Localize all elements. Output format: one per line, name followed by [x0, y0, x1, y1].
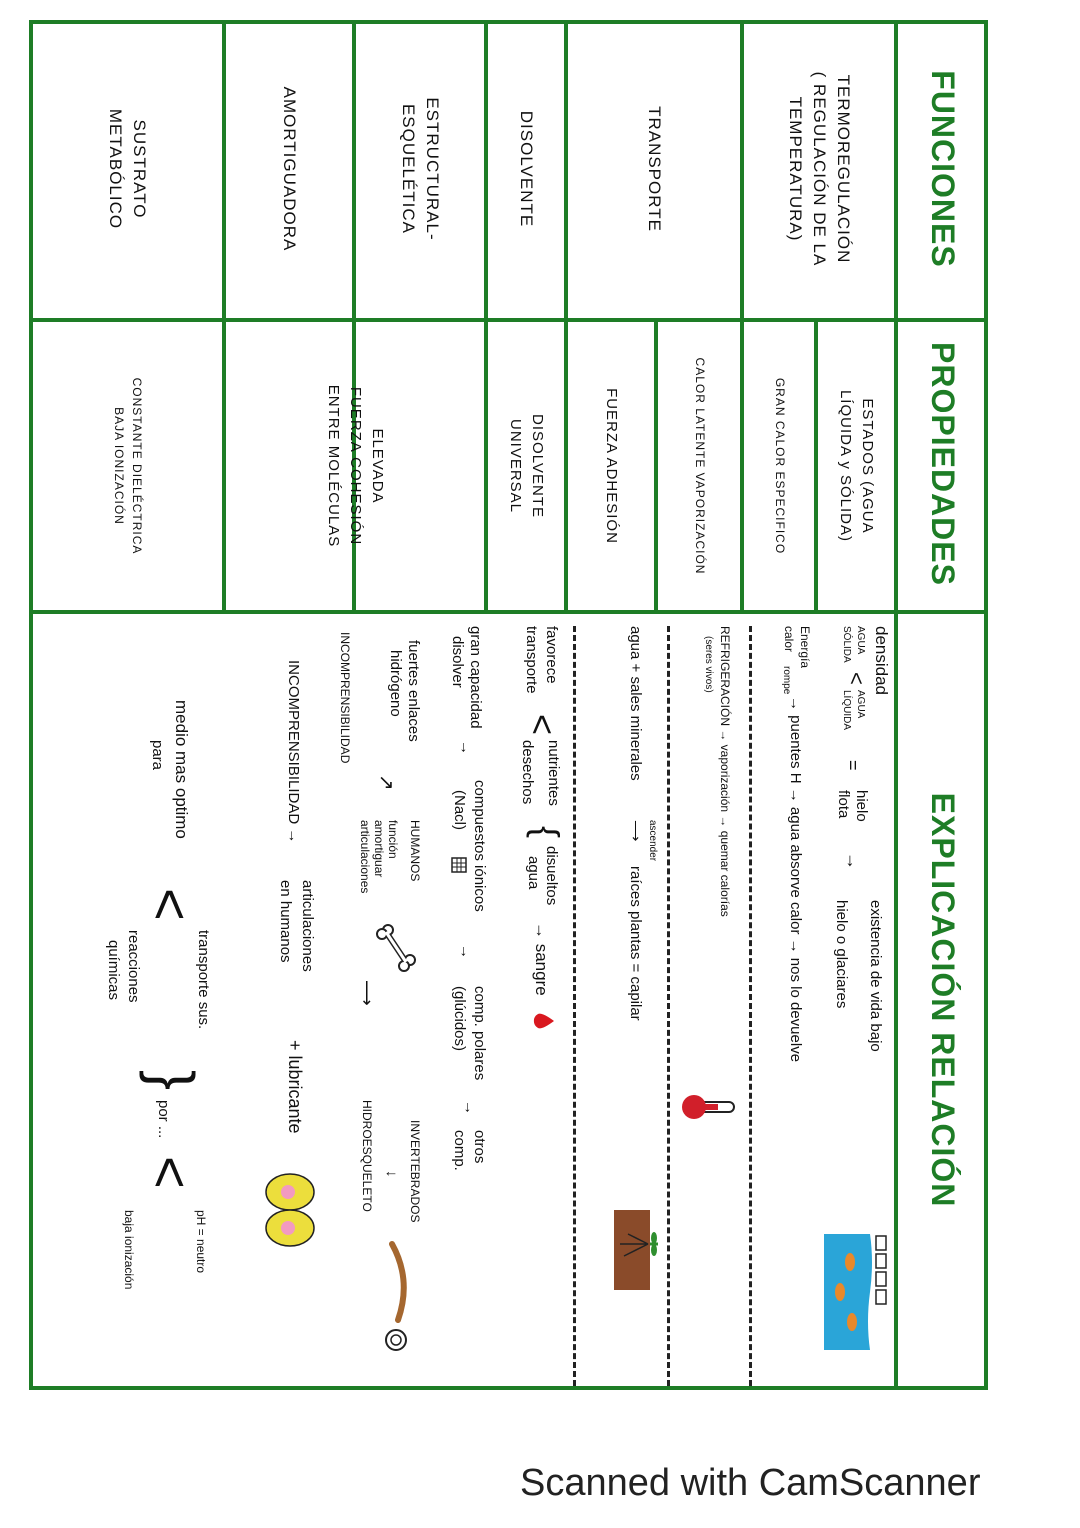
exp-seres-vivos: (seres vivos)	[703, 636, 714, 693]
joint-cartilage-icon	[262, 1170, 318, 1250]
salt-crystal-icon	[450, 856, 468, 874]
exp-arrow-compuestos: →	[457, 944, 474, 959]
exp-medio: medio mas optimo	[172, 700, 191, 839]
exp-arrow-hielo: →	[843, 852, 863, 870]
func-termo-line2: ( REGULACIÓN DE LA	[809, 71, 829, 267]
exp-transporte: transporte	[523, 626, 540, 694]
exp-arrow-ascender: ⟶	[627, 820, 644, 842]
exp-amortiguar: amortiguar	[372, 820, 386, 878]
func-disolvente	[488, 20, 564, 318]
exp-arrow-disolver: →	[457, 740, 474, 755]
exp-funcion: función	[386, 820, 400, 859]
dash-line-calor	[749, 626, 752, 1386]
exp-otros: otros	[471, 1130, 488, 1164]
prop-adhesion-label: FUERZA ADHESIÓN	[602, 388, 620, 544]
exp-incompresibilidad: INCOMPRENSIBILIDAD →	[285, 660, 302, 844]
exp-agua-label: AGUA	[855, 626, 866, 655]
exp-solida-label: SÓLIDA	[841, 626, 852, 663]
dash-line-latente	[667, 626, 670, 1386]
func-termoregulacion	[744, 20, 894, 318]
header-propiedades: PROPIEDADES	[925, 342, 962, 586]
thermometer-icon	[678, 1080, 738, 1150]
exp-densidad: densidad	[872, 626, 891, 696]
func-estructural-line1: ESTRUCTURAL-	[422, 97, 442, 241]
exp-arrow-up: ↗	[375, 774, 397, 791]
exp-bracket-por: <	[139, 1156, 202, 1189]
camscanner-watermark: Scanned with CamScanner	[520, 1462, 981, 1504]
prop-estados-line1: ESTADOS (AGUA	[858, 398, 876, 534]
prop-cohesion-line3: ENTRE MOLÉCULAS	[325, 384, 343, 548]
exp-ph: pH = neutro	[194, 1210, 208, 1274]
exp-humanos: HUMANOS	[408, 820, 422, 882]
exp-nutrientes: nutrientes	[545, 740, 562, 806]
prop-cohesion	[226, 322, 484, 610]
exp-hielo: hielo	[853, 790, 870, 822]
exp-en-humanos: en humanos	[277, 880, 294, 963]
grid-right-border	[29, 1386, 988, 1390]
exp-en-agua: agua	[525, 856, 542, 890]
exp-compuestos-ionicos: compuestos iónicos	[471, 780, 488, 912]
exp-baja-ionizacion: baja ionización	[122, 1210, 136, 1290]
prop-disolvente	[488, 322, 564, 610]
prop-dielectrica-line2: BAJA IONIZACIÓN	[112, 407, 127, 525]
exp-articulaciones: articulaciones	[299, 880, 316, 972]
func-amortiguadora	[226, 20, 352, 318]
exp-para: para	[149, 740, 166, 771]
fish-under-ice-icon	[820, 1232, 890, 1352]
exp-hidrogeno: hidrógeno	[387, 650, 404, 717]
bone-icon	[376, 922, 416, 972]
exp-invertebrados: INVERTEBRADOS	[408, 1120, 422, 1223]
exp-agua-sales: agua + sales minerales	[627, 626, 644, 781]
exp-comp-polares: comp. polares	[471, 986, 488, 1081]
prop-disolvente-line1: DISOLVENTE	[528, 414, 546, 518]
prop-calor-latente-label: CALOR LATENTE VAPORIZACIÓN	[692, 357, 707, 575]
prop-calor-especifico	[744, 322, 814, 610]
func-estructural	[356, 20, 484, 318]
exp-arrow-bone: ⟶	[357, 980, 377, 1006]
exp-glucidos: (glúcidos)	[451, 986, 468, 1052]
exp-brace-por: }	[139, 1070, 206, 1091]
exp-arrow-down: ↓	[383, 1170, 400, 1178]
exp-brace-disueltos: {	[526, 826, 567, 839]
exp-nacl: (Nacl)	[451, 790, 468, 830]
exp-raices: raíces plantas = capilar	[627, 866, 644, 1021]
func-sustrato-line1: SUSTRATO	[130, 119, 150, 219]
exp-fuertes-enlaces: fuertes enlaces	[405, 640, 422, 742]
func-transporte-label: TRANSPORTE	[644, 106, 664, 232]
exp-hielo-glaciares: hielo o glaciares	[833, 900, 850, 1009]
func-disolvente-label: DISOLVENTE	[516, 110, 536, 228]
prop-estados	[818, 322, 894, 610]
exp-comp: comp.	[451, 1130, 468, 1171]
prop-cohesion-line1: ELEVADA	[368, 428, 386, 504]
exp-incompresibilidad-small: INCOMPRENSIBILIDAD	[338, 632, 352, 764]
exp-calor: calor	[782, 626, 796, 653]
prop-calor-especifico-label: GRAN CALOR ESPECIFICO	[772, 377, 787, 555]
prop-disolvente-line2: UNIVERSAL	[507, 418, 524, 514]
exp-refrigeracion: REFRIGERACIÓN → vaporización → quemar calorías	[718, 626, 732, 917]
dash-line-adhesion	[573, 626, 576, 1386]
exp-favorece: favorece	[543, 626, 560, 684]
func-amortiguadora-label: AMORTIGUADORA	[279, 86, 299, 252]
exp-gran-capacidad: gran capacidad	[467, 626, 484, 729]
exp-less-than: <	[844, 672, 869, 685]
plant-roots-icon	[598, 1204, 658, 1294]
exp-por: por ...	[155, 1100, 172, 1139]
exp-rompe: rompe	[781, 666, 792, 695]
exp-agua-label-2: AGUA	[855, 690, 866, 719]
water-functions-table	[28, 20, 988, 1430]
exp-bracket-para: <	[139, 888, 202, 921]
exp-disueltos: disueltos	[543, 846, 560, 906]
prop-calor-latente	[658, 322, 740, 610]
func-sustrato	[33, 20, 222, 318]
exp-puentes-h: → puentes H → agua absorve calor → nos lo devuelve	[787, 696, 804, 1063]
exp-reacciones: reacciones	[125, 930, 142, 1003]
prop-estados-line2: LÍQUIDA y SÓLIDA)	[837, 389, 854, 543]
exp-arrow-otros: →	[461, 1100, 478, 1115]
exp-lubricante: + lubricante	[285, 1040, 305, 1134]
exp-equals: =	[843, 760, 863, 771]
func-sustrato-line2: METABÓLICO	[106, 108, 126, 230]
func-termo-line1: TERMOREGULACIÓN	[833, 74, 853, 264]
exp-bracket-transporte: <	[522, 714, 563, 736]
exp-transporte-sus: transporte sus.	[195, 930, 212, 1030]
exp-disolver: disolver	[449, 636, 466, 688]
exp-desechos: desechos	[519, 740, 536, 805]
prop-dielectrica	[33, 322, 222, 610]
prop-adhesion	[568, 322, 654, 610]
exp-flota: flota	[835, 790, 852, 819]
exp-articulaciones-small: articulaciones	[358, 820, 372, 894]
func-transporte	[568, 20, 740, 318]
exp-energia: Energía	[798, 626, 812, 669]
header-explicacion: EXPLICACIÓN RELACIÓN	[925, 792, 962, 1208]
exp-liquida-label: LÍQUIDA	[841, 690, 852, 731]
func-estructural-line2: ESQUELÉTICA	[399, 103, 418, 235]
blood-drop-icon	[530, 1010, 556, 1032]
header-funciones: FUNCIONES	[925, 70, 962, 268]
exp-existencia: existencia de vida bajo	[867, 900, 884, 1052]
func-termo-line3: TEMPERATURA)	[786, 96, 806, 242]
grid-col-divider-2	[29, 610, 988, 614]
exp-hidroesqueleto: HIDROESQUELETO	[360, 1100, 374, 1212]
worm-snail-icon	[378, 1240, 418, 1360]
prop-dielectrica-line1: CONSTANTE DIELÉCTRICA	[129, 377, 144, 555]
exp-sangre: → sangre	[532, 922, 551, 996]
prop-cohesion-line2: FUERZA COHESIÓN	[346, 386, 364, 546]
exp-ascender: ascender	[647, 820, 658, 862]
exp-quimicas: químicas	[105, 940, 122, 1001]
